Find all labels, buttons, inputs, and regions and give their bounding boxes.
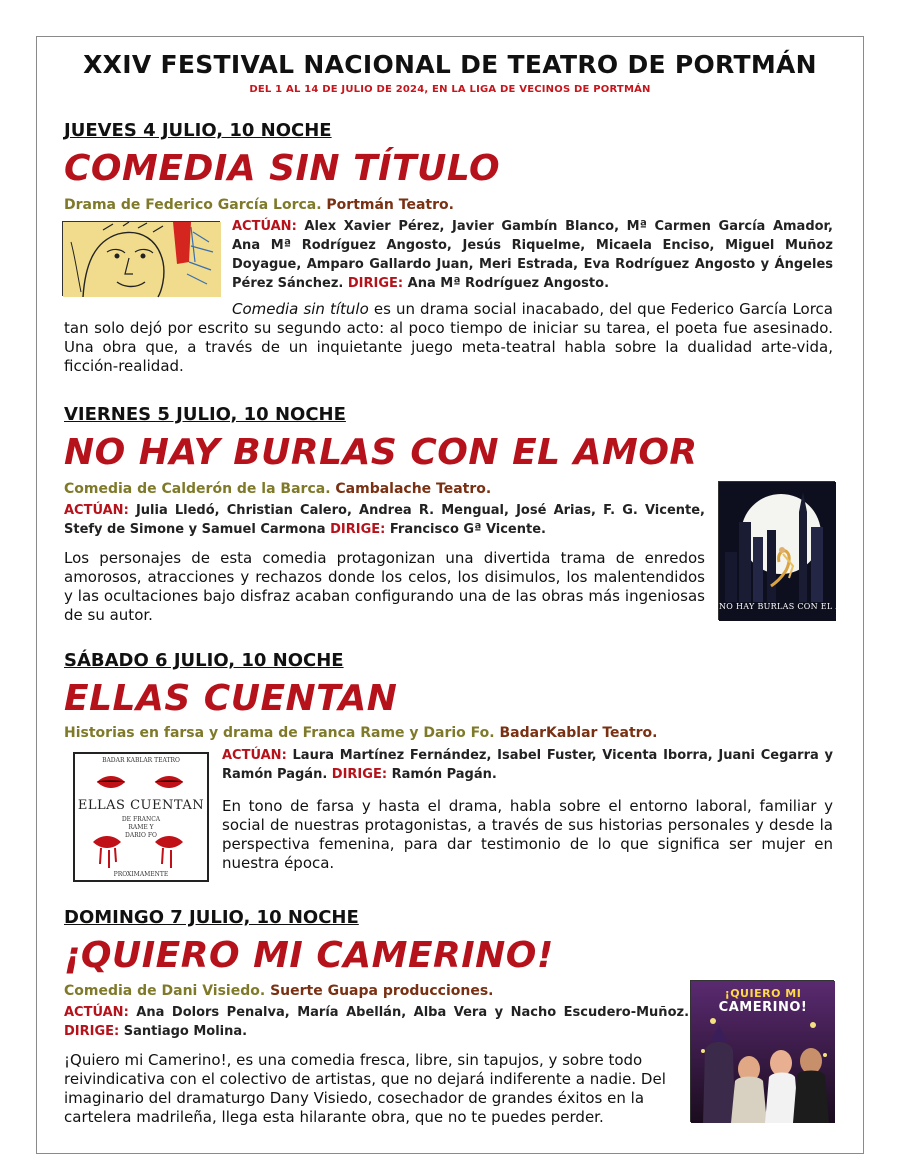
event-1-cast: Alex Xavier Pérez, Javier Gambín Blanco, Mª Carmen García Amador, Ana Mª Rodríguez Angosto, Jesús Riquelme, Micaela Enciso, Miguel Muñoz Doyague, Amparo Gallardo Juan, Meri Estrada, Eva Rodríguez Angosto y Ángeles Pérez Sánchez.	[232, 219, 833, 291]
event-1-genre: Drama de Federico García Lorca.	[64, 197, 322, 213]
event-1-desc-italic: Comedia sin título	[232, 300, 369, 318]
event-4-poster-line2: CAMERINO!	[718, 1000, 808, 1015]
event-2-genre-line	[64, 481, 491, 497]
event-4-cast: Ana Dolors Penalva, María Abellán, Alba Vera y Nacho Escudero-Muñoz.	[136, 1005, 690, 1020]
event-4-title: ¡QUIERO MI CAMERINO!	[64, 935, 554, 976]
event-2-poster-text: NO HAY BURLAS CON EL AMOR	[719, 602, 864, 611]
event-3-date: SÁBADO 6 JULIO, 10 NOCHE	[64, 650, 344, 671]
event-4-genre-line	[64, 983, 494, 999]
event-4-director: Santiago Molina.	[123, 1024, 248, 1039]
event-3-description: En tono de farsa y hasta el drama, habla sobre el entorno laboral, familiar y social de nuestras protagonistas, a través de sus historias personales y desde la perspectiva femenina, para dar testimonio de lo que significa ser mujer en nuestra época.	[222, 797, 833, 872]
event-1-date: JUEVES 4 JULIO, 10 NOCHE	[64, 120, 332, 141]
event-2-cast: Julia Lledó, Christian Calero, Andrea R. Mengual, José Arias, F. G. Vicente, Stefy de Simone y Samuel Carmona	[64, 503, 705, 537]
event-4-cast-label: ACTÚAN:	[64, 1005, 129, 1020]
festival-subtitle: DEL 1 AL 14 DE JULIO DE 2024, EN LA LIGA DE VECINOS DE PORTMÁN	[249, 84, 651, 95]
event-4-description: ¡Quiero mi Camerino!, es una comedia fresca, libre, sin tapujos, y sobre todo reivindicativa con el colectivo de artistas, que no dejará indiferente a nadie. Del imaginario del dramaturgo Dany Visiedo, cosechador de grandes éxitos en la cartelera madrileña, llega esta hilarante obra, que no te puedes perder.	[64, 1051, 666, 1126]
event-3-director-label: DIRIGE:	[331, 767, 388, 782]
event-1-director: Ana Mª Rodríguez Angosto.	[407, 276, 610, 291]
event-4-director-label: DIRIGE:	[64, 1024, 120, 1039]
event-4-genre: Comedia de Dani Visiedo.	[64, 983, 266, 999]
event-2-cast-label: ACTÚAN:	[64, 503, 129, 518]
event-1-description	[64, 300, 833, 376]
event-4-date: DOMINGO 7 JULIO, 10 NOCHE	[64, 907, 359, 928]
event-2-title: NO HAY BURLAS CON EL AMOR	[64, 432, 698, 473]
event-3-poster-bottom: PROXIMAMENTE	[113, 871, 169, 878]
event-3-genre-line	[64, 725, 657, 741]
event-2-company: Cambalache Teatro.	[335, 481, 492, 497]
event-3-cast: Laura Martínez Fernández, Isabel Fuster, Vicenta Iborra, Juani Cegarra y Ramón Pagán.	[222, 748, 833, 782]
event-1-company: Portmán Teatro.	[326, 197, 454, 213]
event-2-poster-image	[718, 481, 864, 620]
event-1-title: COMEDIA SIN TÍTULO	[64, 148, 501, 189]
event-1-desc-text: es un drama social inacabado, del que Federico García Lorca tan solo dejó por escrito su segundo acto: al poco tiempo de iniciar su tarea, el poeta fue asesinado. Una obra que, a través de un inquietante juego meta-teatral habla sobre la dualidad arte-vida, ficción-realidad.	[64, 300, 833, 375]
event-2-description: Los personajes de esta comedia protagonizan una divertida trama de enredos amorosos, atracciones y rechazos donde los celos, los disimulos, los malentendidos y las ocultaciones bajo disfraz acaban configurando una de las obras más ingeniosas de su autor.	[64, 549, 705, 624]
event-1-genre-line	[64, 197, 454, 213]
event-3-credits	[222, 746, 833, 784]
event-1-poster-image	[62, 221, 220, 296]
event-3-title: ELLAS CUENTAN	[64, 678, 398, 719]
event-2-director-label: DIRIGE:	[330, 522, 386, 537]
event-3-poster-image	[73, 752, 209, 882]
event-1-cast-label: ACTÚAN:	[232, 219, 297, 234]
event-3-director: Ramón Pagán.	[391, 767, 497, 782]
event-4-credits	[64, 1003, 689, 1041]
event-4-poster-image	[690, 980, 834, 1122]
event-4-poster-line1: ¡QUIERO MI	[724, 987, 802, 1000]
event-2-director: Francisco Gª Vicente.	[389, 522, 546, 537]
event-3-company: BadarKablar Teatro.	[499, 725, 658, 741]
event-3-genre: Historias en farsa y drama de Franca Rame y Dario Fo.	[64, 725, 495, 741]
event-2-date: VIERNES 5 JULIO, 10 NOCHE	[64, 404, 346, 425]
event-1-director-label: DIRIGE:	[347, 276, 404, 291]
festival-title: XXIV FESTIVAL NACIONAL DE TEATRO DE PORTMÁN	[83, 50, 817, 79]
event-2-genre: Comedia de Calderón de la Barca.	[64, 481, 331, 497]
event-3-poster-credit: DE FRANCA RAME Y DARIO FO	[121, 816, 161, 839]
event-3-poster-top: BADAR KABLAR TEATRO	[102, 757, 180, 764]
event-1-credits	[232, 217, 833, 293]
event-3-poster-title: ELLAS CUENTAN	[77, 798, 205, 813]
event-4-company: Suerte Guapa producciones.	[270, 983, 494, 999]
event-3-cast-label: ACTÚAN:	[222, 748, 287, 763]
event-2-credits	[64, 501, 705, 539]
